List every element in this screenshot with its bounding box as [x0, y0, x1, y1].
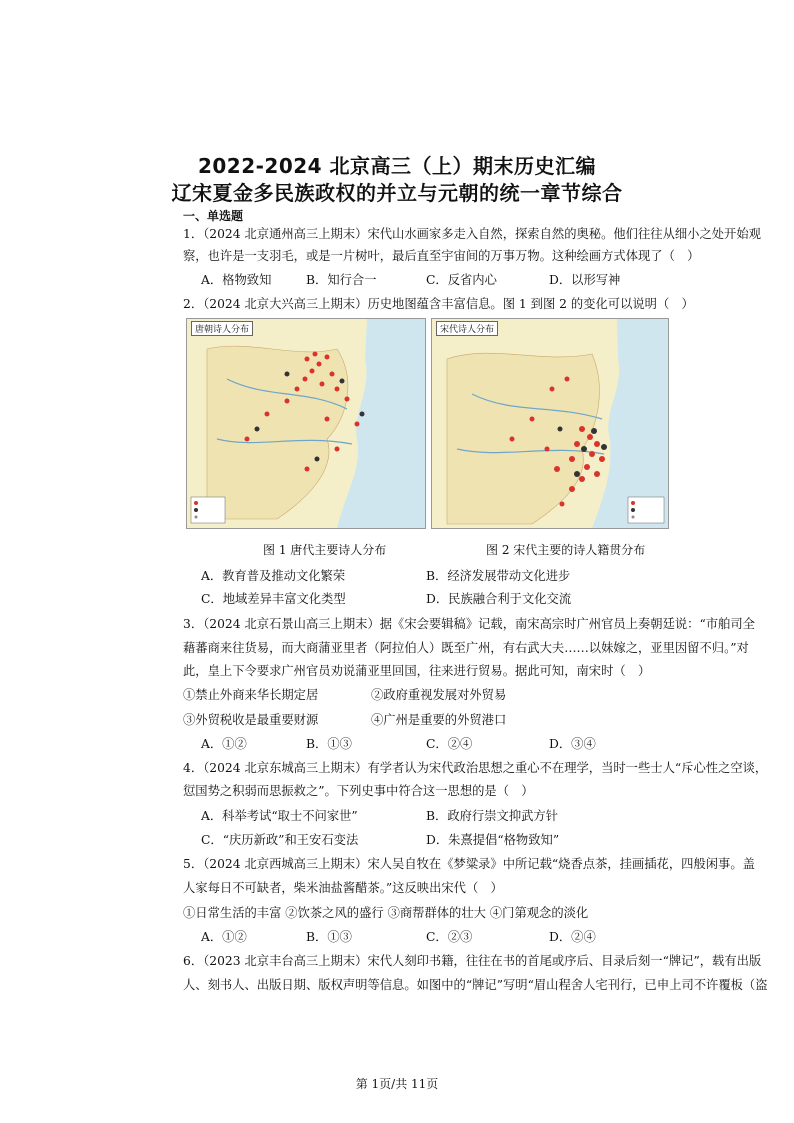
q5-option-b[interactable]: B．①③ [306, 930, 352, 944]
page-subtitle: 辽宋夏金多民族政权的并立与元朝的统一章节综合 [171, 181, 623, 205]
map-tang-graphic [187, 319, 425, 528]
q3-statement-4: ④广州是重要的外贸港口 [371, 713, 507, 727]
q4-stem-line2: 愆国势之积弱而思振救之”。下列史事中符合这一思想的是（ ） [183, 784, 534, 798]
q5-option-a[interactable]: A．①② [201, 930, 247, 944]
map-song-graphic [432, 319, 668, 528]
map-song-caption: 图 2 宋代主要的诗人籍贯分布 [486, 543, 646, 557]
q3-statement-3: ③外贸税收是最重要财源 [183, 713, 319, 727]
q3-stem-line1: 3．（2024 北京石景山高三上期末）据《宋会要辑稿》记载，南宋高宗时广州官员上奏朝廷说：“市舶司全 [183, 617, 755, 631]
map-tang-poets [186, 318, 426, 529]
q3-stem-line2: 藉蕃商来往货易，而大商蒲亚里者（阿拉伯人）既至广州，有右武大夫……以妹嫁之，亚里因留不归。”对 [183, 641, 749, 655]
q4-stem-line1: 4．（2024 北京东城高三上期末）有学者认为宋代政治思想之重心不在理学，当时一些士人“斥心性之空谈， [183, 761, 768, 775]
q1-option-d[interactable]: D．以形写神 [549, 273, 621, 287]
q4-option-a[interactable]: A．科举考试“取士不问家世” [201, 809, 358, 823]
q5-option-d[interactable]: D．②④ [549, 930, 596, 944]
q3-option-b[interactable]: B．①③ [306, 737, 352, 751]
map-song-poets [431, 318, 669, 529]
q1-stem-line2: 察，也许是一支羽毛，或是一片树叶，最后直至宇宙间的万事万物。这种绘画方式体现了（ ） [183, 249, 700, 263]
q6-stem-line1: 6．（2023 北京丰台高三上期末）宋代人刻印书籍，往往在书的首尾或序后、目录后刻一“牌记”，载有出版 [183, 954, 762, 968]
q2-option-a[interactable]: A．教育普及推动文化繁荣 [201, 569, 346, 583]
q3-statement-2: ②政府重视发展对外贸易 [371, 688, 507, 702]
q2-option-c[interactable]: C．地域差异丰富文化类型 [201, 592, 346, 606]
map-tang-caption: 图 1 唐代主要诗人分布 [263, 543, 387, 557]
q5-option-c[interactable]: C．②③ [426, 930, 473, 944]
map-song-label: 宋代诗人分布 [436, 321, 498, 336]
q5-stem-line1: 5．（2024 北京西城高三上期末）宋人吴自牧在《梦粱录》中所记载“烧香点茶，挂画插花，四般闲事。盖 [183, 857, 755, 871]
q1-stem-line1: 1．（2024 北京通州高三上期末）宋代山水画家多走入自然，探索自然的奥秘。他们往往从细小之处开始观 [183, 227, 761, 241]
q3-option-a[interactable]: A．①② [201, 737, 247, 751]
section-heading: 一、单选题 [183, 209, 244, 223]
q4-option-d[interactable]: D．朱熹提倡“格物致知” [426, 833, 560, 847]
q6-stem-line2: 人、刻书人、出版日期、版权声明等信息。如图中的“牌记”写明“眉山程舍人宅刊行，已申上司不许覆板（盗 [183, 978, 768, 992]
q4-option-c[interactable]: C．“庆历新政”和王安石变法 [201, 833, 359, 847]
page-footer: 第 1页/共 11页 [355, 1077, 439, 1091]
q1-option-a[interactable]: A．格物致知 [201, 273, 272, 287]
q2-option-b[interactable]: B．经济发展带动文化进步 [426, 569, 571, 583]
q3-statement-1: ①禁止外商来华长期定居 [183, 688, 319, 702]
page-title: 2022-2024 北京高三（上）期末历史汇编 [197, 154, 597, 178]
q1-option-b[interactable]: B．知行合一 [306, 273, 377, 287]
q3-option-c[interactable]: C．②④ [426, 737, 473, 751]
q3-stem-line3: 此，皇上下令要求广州官员劝说蒲亚里回国，往来进行贸易。据此可知，南宋时（ ） [183, 664, 651, 678]
q3-option-d[interactable]: D．③④ [549, 737, 596, 751]
q5-stem-line2: 人家每日不可缺者，柴米油盐酱醋茶。”这反映出宋代（ ） [183, 881, 503, 895]
q2-option-d[interactable]: D．民族融合利于文化交流 [426, 592, 572, 606]
q2-stem: 2．（2024 北京大兴高三上期末）历史地图蕴含丰富信息。图 1 到图 2 的变化可以说明（ ） [183, 297, 694, 311]
q5-statements: ①日常生活的丰富 ②饮茶之风的盛行 ③商帮群体的壮大 ④门第观念的淡化 [183, 906, 589, 920]
q4-option-b[interactable]: B．政府行崇文抑武方针 [426, 809, 559, 823]
q1-option-c[interactable]: C．反省内心 [426, 273, 497, 287]
map-tang-label: 唐朝诗人分布 [191, 321, 253, 336]
